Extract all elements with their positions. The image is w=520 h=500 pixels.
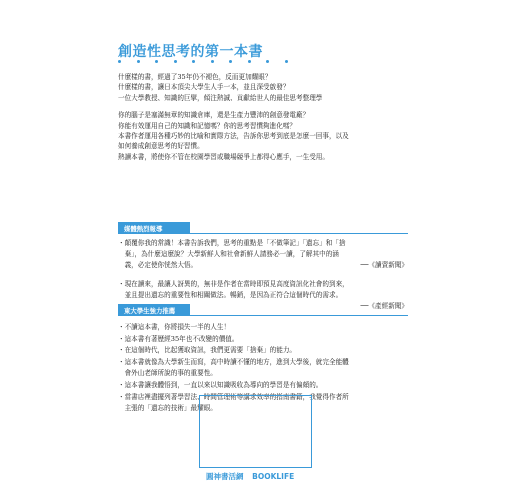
divider-dot <box>211 60 214 63</box>
recommendation-line: 會外山老師所說的事的重要性。 <box>118 369 217 378</box>
divider-dot <box>266 60 269 63</box>
publisher-footer <box>206 471 294 482</box>
quote-line: 義，必定使你恍然大悟。 <box>118 260 198 269</box>
intro-text <box>118 72 408 169</box>
media-quote <box>118 238 408 270</box>
divider-dot <box>137 60 140 63</box>
intro-line: 本書作者運用各種巧妙的比喻和實際方法，告訴你思考到底是怎麼一回事，以及 <box>118 132 349 141</box>
divider-dot <box>118 60 121 63</box>
divider-dot <box>155 60 158 63</box>
title-dot-divider <box>118 60 288 63</box>
divider-dot <box>248 60 251 63</box>
recommendation-line: ・不讀這本書，你將損失一半的人生！ <box>118 323 231 331</box>
intro-paragraph <box>118 110 408 162</box>
recommendation-line: ・在這個時代，比起獲取資訊，我們更需要「捨棄」的能力。 <box>118 346 297 355</box>
page-title: 創造性思考的第一本書 <box>118 44 263 60</box>
barcode-frame <box>199 395 312 468</box>
section-label: 媒體熱烈報導 <box>124 225 163 233</box>
recommendation-line: ・這本書就像為大學新生而寫，高中時讀不懂的地方，進到大學後，就完全能體 <box>118 357 349 366</box>
intro-line: 什麼樣的書，讓日本頂尖大學生人手一本，並且深受啟發？ <box>118 83 290 92</box>
student-section-header <box>118 304 408 316</box>
section-rule <box>190 315 408 316</box>
section-rule <box>190 233 408 234</box>
quote-line: 並且提出遺忘的重要性和相關做法。暢銷，是因為正符合這個時代的需求。 <box>118 291 343 300</box>
intro-line: 熱讀本書，將使你不管在校園學習或職場競爭上都得心應手，一生受用。 <box>118 152 329 161</box>
recommendation-line: ・這本書有著歷經35年也不改變的價值。 <box>118 334 239 343</box>
recommendation-line: ・這本書讓我體悟到，一直以來以知識吸收為導向的學習是有偏頗的。 <box>118 380 323 389</box>
quote-line: 棄」，為什麼這麼說？大學新鮮人和社會新鮮人請務必一讀，了解其中的涵 <box>118 249 339 258</box>
recommendation-line: 主張的「遺忘的技術」最耀眼。 <box>118 404 217 413</box>
quote-line: ・現在讀來，最讓人訝異的，無非是作者在當時即預見高度資訊化社會的到來， <box>118 280 349 289</box>
intro-line: 什麼樣的書，經過了35年仍不褪色，反而更加耀眼？ <box>118 73 272 81</box>
quote-line: ・顛覆你我的常識！本書告訴我們，思考的重點是「不做筆記」「遺忘」和「捨 <box>118 239 346 247</box>
section-label: 東大學生強力推薦 <box>124 307 176 315</box>
publisher-name: 圓神書活網 <box>206 472 244 481</box>
booklife-logo: BOOKLIFE <box>252 472 295 481</box>
intro-line: 一位大學教授、知識的巨擘，傾注熱誠、貢獻給世人的最佳思考整理學 <box>118 93 323 102</box>
quote-source: ──《產經新聞》 <box>360 301 408 310</box>
intro-line: 你的腦子是塞滿無章的知識倉庫，還是生產力豐沛的創意發電廠？ <box>118 111 310 120</box>
divider-dot <box>192 60 195 63</box>
divider-dot <box>229 60 232 63</box>
recommendation-line: ・當書店裡盡擺列著學習法、時間管理術等講求效率的指南書籍，我覺得作者所 <box>118 392 349 401</box>
intro-line: 你能有效運用自己的知識和記憶嗎？你的思考習慣夠進化嗎？ <box>118 121 297 130</box>
media-section-header <box>118 222 408 234</box>
divider-dot <box>285 60 288 63</box>
divider-dot <box>174 60 177 63</box>
intro-line: 如何養成創意思考的好習慣。 <box>118 142 204 151</box>
intro-paragraph <box>118 72 408 103</box>
quote-source: ──《讀賣新聞》 <box>360 260 408 269</box>
